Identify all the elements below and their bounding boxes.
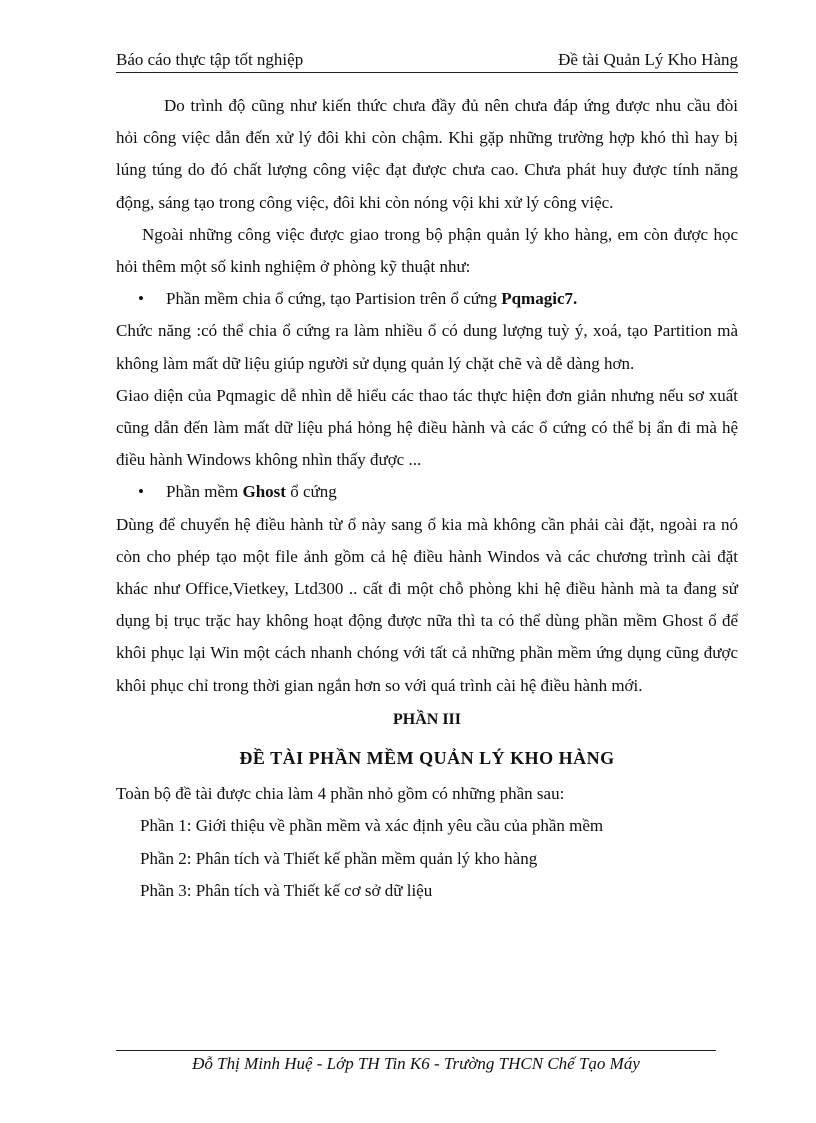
bullet-pqmagic: [116, 283, 738, 315]
section-part-label: PHẦN III: [392, 710, 461, 728]
part-item-1: Phần 1: Giới thiệu về phần mềm và xác định yêu cầu của phần mềm: [140, 816, 604, 836]
paragraph-extra-experience: Ngoài những công việc được giao trong bộ phận quản lý kho hàng, em còn được học hỏi thêm một số kinh nghiệm ở phòng kỹ thuật như:: [116, 224, 738, 277]
bullet-pqmagic-text: Phần mềm chia ổ cứng, tạo Partision trên ổ cứng Pqmagic7.: [166, 289, 578, 309]
header-report-title: Báo cáo thực tập tốt nghiệp: [116, 50, 304, 69]
paragraph-ghost-description: Dùng để chuyển hệ điều hành từ ổ này sang ổ kia mà không cần phải cài đặt, ngoài ra nó còn cho phép tạo một file ảnh gồm cả hệ điều hành Windos và các chương trình cài đặt khác như Office,Vietkey, Ltd300 .. cất đi một chỗ phòng khi hệ điều hành mà ta đang sử dụng bị trục trặc hay không hoạt động được nữa thì ta có thể dùng phần mềm Ghost ổ để khôi phục lại Win một cách nhanh chóng với tất cả những phần mềm ứng dụng cũng được khôi phục chỉ trong thời gian ngắn hơn so với quá trình cài hệ điều hành mới.: [116, 514, 738, 695]
section-intro: Toàn bộ đề tài được chia làm 4 phần nhỏ gồm có những phần sau:: [116, 784, 565, 804]
page-body: [116, 90, 738, 907]
part-item-2: Phần 2: Phân tích và Thiết kế phần mềm quản lý kho hàng: [140, 848, 538, 868]
header-topic-title: Đề tài Quản Lý Kho Hàng: [558, 50, 738, 69]
paragraph-pqmagic-function: Chức năng :có thể chia ổ cứng ra làm nhiều ổ có dung lượng tuỳ ý, xoá, tạo Partition mà không làm mất dữ liệu giúp người sử dụng quản lý chặt chẽ và dễ dàng hơn.: [116, 321, 738, 373]
bullet-dot: •: [138, 482, 144, 502]
page-footer: Đỗ Thị Minh Huệ - Lớp TH Tin K6 - Trường THCN Chế Tạo Máy: [192, 1054, 640, 1073]
paragraph-limitations: Do trình độ cũng như kiến thức chưa đầy đủ nên chưa đáp ứng được nhu cầu đòi hỏi công việc dẫn đến xử lý đôi khi còn chậm. Khi gặp những trường hợp khó thì hay bị lúng túng do đó chất lượng công việc đạt được chưa cao. Chưa phát huy được tính năng động, sáng tạo trong công việc, đôi khi còn nóng vội khi xử lý công việc.: [116, 96, 738, 212]
part-item-3: Phần 3: Phân tích và Thiết kế cơ sở dữ liệu: [140, 880, 433, 900]
ghost-name: Ghost: [242, 482, 286, 502]
section-title: ĐỀ TÀI PHẦN MỀM QUẢN LÝ KHO HÀNG: [239, 748, 615, 769]
page-header: [116, 50, 738, 73]
bullet-ghost: [116, 476, 738, 508]
bullet-dot: •: [138, 289, 144, 309]
paragraph-pqmagic-interface: Giao diện của Pqmagic dễ nhìn dễ hiểu các thao tác thực hiện đơn giản nhưng nếu sơ xuất cũng dẫn đến làm mất dữ liệu phá hỏng hệ điều hành và các ổ cứng có thể bị ẩn đi mà hệ điều hành Windows không nhìn thấy được ...: [116, 385, 738, 470]
bullet-ghost-text: Phần mềm Ghost ổ cứng: [166, 482, 337, 502]
pqmagic-name: Pqmagic7.: [501, 289, 578, 309]
footer-divider: [116, 1050, 716, 1051]
